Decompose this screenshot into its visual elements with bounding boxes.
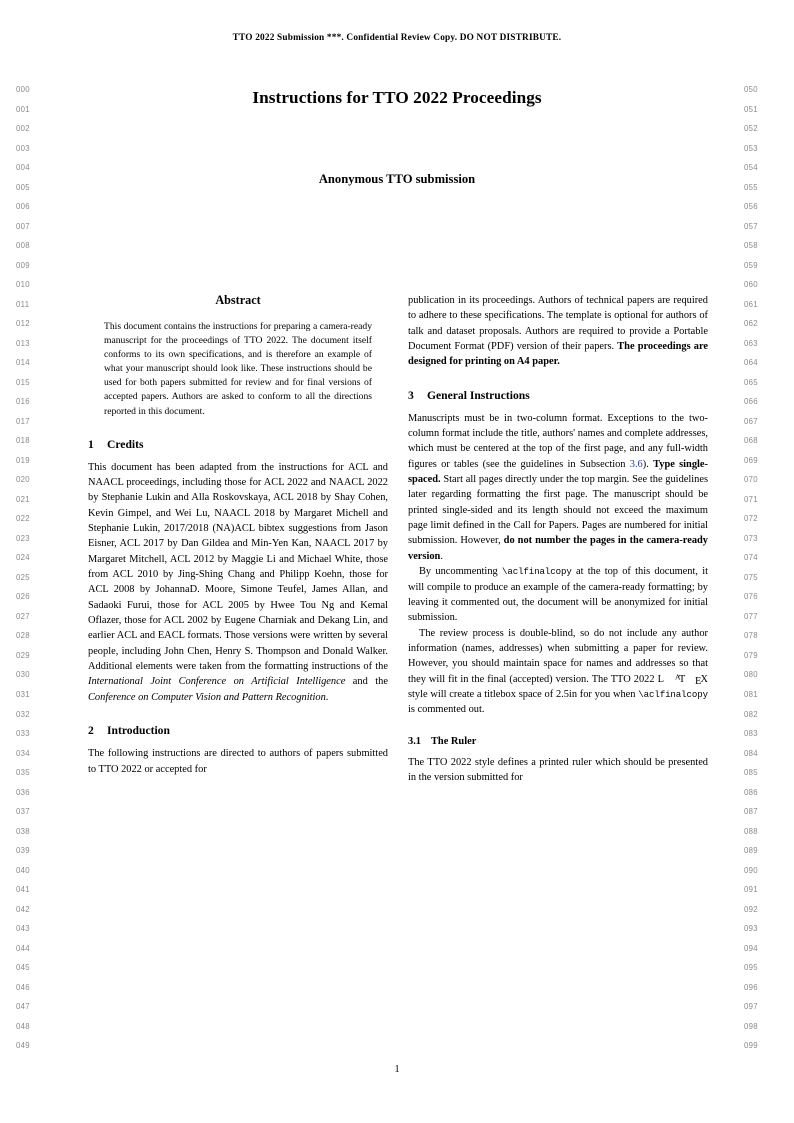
ruler-tick: 000 <box>16 85 30 94</box>
abstract-heading: Abstract <box>215 293 261 307</box>
credits-italic-ijcai: International Joint Conference on Artificial Intelligence <box>88 676 346 688</box>
ruler-tick: 014 <box>16 358 30 368</box>
ruler-tick: 081 <box>744 689 758 699</box>
ruler-tick: 068 <box>744 436 758 446</box>
ruler-tick: 026 <box>16 592 30 602</box>
ruler-tick: 005 <box>16 182 30 192</box>
ruler-tick: 028 <box>16 631 30 641</box>
general-instructions-paragraph-2 <box>408 564 708 625</box>
ruler-tick: 025 <box>16 572 30 582</box>
ruler-tick: 023 <box>16 533 30 543</box>
two-column-body <box>88 293 708 1038</box>
ruler-tick: 087 <box>744 807 758 817</box>
ruler-tick: 017 <box>16 416 30 426</box>
section-title: General Instructions <box>427 388 530 402</box>
ruler-tick: 019 <box>16 455 30 465</box>
introduction-continued-text: publication in its proceedings. Authors of technical papers are required to adhere to these specifications. The template is optional for authors of talk and dataset proposals. Authors are required to provide a Portable Document Format (PDF) version of their papers. <box>408 295 708 353</box>
the-ruler-paragraph: The TTO 2022 style defines a printed ruler which should be presented in the version submitted for <box>408 756 708 783</box>
ruler-tick: 009 <box>16 260 30 270</box>
section-number: 2 <box>88 724 94 738</box>
ruler-tick: 051 <box>744 104 758 114</box>
ruler-tick: 073 <box>744 533 758 543</box>
page-number: 1 <box>394 1064 400 1075</box>
abstract-text: This document contains the instructions for preparing a camera-ready manuscript for the proceedings of TTO 2022. The document itself conforms to its own specifications, and is therefore an example of what your manuscript should look like. These instructions should be used for both papers submitted for review and for final versions of accepted papers. Authors are asked to conform to all the directions reported in this document. <box>104 321 372 417</box>
section-number: 3 <box>408 388 414 402</box>
gi-p2-text-a: By uncommenting <box>419 566 502 578</box>
ruler-tick: 006 <box>16 202 30 212</box>
left-column <box>88 293 388 1038</box>
ruler-tick: 065 <box>744 377 758 387</box>
abstract-block <box>88 293 388 419</box>
ruler-tick: 048 <box>16 1021 30 1031</box>
ruler-tick: 024 <box>16 553 30 563</box>
ruler-tick: 004 <box>16 163 30 173</box>
ruler-tick: 066 <box>744 397 758 407</box>
running-header: TTO 2022 Submission ***. Confidential Review Copy. DO NOT DISTRIBUTE. <box>232 33 562 43</box>
introduction-paragraph-continued <box>408 293 708 370</box>
ruler-tick: 077 <box>744 611 758 621</box>
ruler-tick: 082 <box>744 709 758 719</box>
ruler-tick: 088 <box>744 826 758 836</box>
credits-italic-cvpr: Conference on Computer Vision and Pattern Recognition <box>88 691 326 703</box>
line-number-ruler-right <box>744 85 778 1061</box>
ruler-tick: 061 <box>744 299 758 309</box>
ruler-tick: 086 <box>744 787 758 797</box>
ruler-tick: 046 <box>16 982 30 992</box>
ruler-tick: 032 <box>16 709 30 719</box>
ruler-tick: 058 <box>744 241 758 251</box>
ruler-tick: 085 <box>744 768 758 778</box>
section-title: Credits <box>107 437 144 451</box>
ruler-tick: 070 <box>744 475 758 485</box>
credits-text-mid: and the <box>345 676 388 688</box>
ruler-tick: 069 <box>744 455 758 465</box>
section-number: 1 <box>88 437 94 451</box>
ruler-tick: 047 <box>16 1002 30 1012</box>
subsection-heading-the-ruler <box>408 735 708 748</box>
ruler-tick: 067 <box>744 416 758 426</box>
ruler-tick: 022 <box>16 514 30 524</box>
introduction-bold-a4: The proceedings are designed for printing on A4 paper. <box>408 341 708 368</box>
ruler-tick: 054 <box>744 163 758 173</box>
ruler-tick: 049 <box>16 1041 30 1051</box>
ruler-tick: 012 <box>16 319 30 329</box>
ruler-tick: 099 <box>744 1041 758 1051</box>
ruler-tick: 038 <box>16 826 30 836</box>
ruler-tick: 072 <box>744 514 758 524</box>
gi-p1-text-d: . <box>440 550 443 562</box>
ruler-tick: 007 <box>16 221 30 231</box>
ruler-tick: 094 <box>744 943 758 953</box>
ruler-tick: 027 <box>16 611 30 621</box>
gi-p1-text-a: Manuscripts must be in two-column format. Exceptions to the two-column format include the title, authors' names and complete addresses, which must be centered at the top of the first page, and any full-width figures or tables (see the guidelines in Subsection <box>408 412 708 470</box>
page-title: Instructions for TTO 2022 Proceedings <box>252 88 542 107</box>
section-title: Introduction <box>107 724 170 738</box>
section-heading-introduction <box>88 724 388 738</box>
gi-p3-text-a: The review process is double-blind, so do not include any author information (names, addresses) when submitting a paper for review. However, you should maintain space for names and addresses so that they will fit in the final (accepted) version. The TTO 2022 <box>408 627 708 685</box>
code-aclfinalcopy-1: \aclfinalcopy <box>501 566 572 578</box>
ruler-tick: 040 <box>16 865 30 875</box>
general-instructions-paragraph-3 <box>408 626 708 718</box>
introduction-paragraph-left: The following instructions are directed to authors of papers submitted to TTO 2022 or accepted for <box>88 748 388 775</box>
ruler-tick: 060 <box>744 280 758 290</box>
ruler-tick: 008 <box>16 241 30 251</box>
credits-text-lead: This document has been adapted from the instructions for ACL and NAACL proceedings, including those for ACL 2022 and NAACL 2022 by Stephanie Lukin and Alla Roskovskaya, ACL 2018 by Shay Cohen, Kevin Gimpel, and Wei Lu, NAACL 2018 by Margaret Michell and Stephanie Lukin, 2017/2018 (NA)ACL bibtex suggestions from Jason Eisner, ACL 2017 by Dan Gildea and Min-Yen Kan, NAACL 2017 by Margaret Mitchell, ACL 2012 by Maggie Li and Michael White, those from ACL 2010 by Jing-Shing Chang and Philipp Koehn, those for ACL 2008 by JohannaD. Moore, Simone Teufel, James Allan, and Sadaoki Furui, those for ACL 2005 by Hwee Tou Ng and Kemal Oflazer, those for ACL 2002 by Eugene Charniak and Dekang Lin, and earlier ACL and EACL formats. Those versions were written by several people, including John Chen, Henry S. Thompson and Donald Walker. Additional elements were taken from the formatting instructions of the <box>88 461 388 673</box>
gi-p1-text-c: Start all pages directly under the top margin. See the guidelines later regarding formatting the first page. The manuscript should be printed single-sided and its length should not exceed the maximum page limit defined in the Call for Papers. Pages are numbered for initial submission. However, <box>408 474 708 547</box>
ruler-tick: 050 <box>744 85 758 94</box>
ruler-tick: 043 <box>16 924 30 934</box>
subsection-title: The Ruler <box>431 735 477 747</box>
gi-p1-bold-single-spaced: Type single-spaced. <box>408 458 708 486</box>
ruler-tick: 084 <box>744 748 758 758</box>
ruler-tick: 039 <box>16 846 30 856</box>
ruler-tick: 093 <box>744 924 758 934</box>
ruler-tick: 096 <box>744 982 758 992</box>
ruler-tick: 044 <box>16 943 30 953</box>
ruler-tick: 003 <box>16 143 30 153</box>
ruler-tick: 042 <box>16 904 30 914</box>
ruler-tick: 041 <box>16 885 30 895</box>
line-number-ruler-left <box>16 85 50 1061</box>
ruler-tick: 036 <box>16 787 30 797</box>
ruler-tick: 090 <box>744 865 758 875</box>
ruler-tick: 071 <box>744 494 758 504</box>
ruler-tick: 011 <box>16 299 30 309</box>
gi-p1-bold-no-numbering: do not number the pages in the camera-ready version <box>408 535 708 562</box>
ruler-tick: 074 <box>744 553 758 563</box>
ruler-tick: 018 <box>16 436 30 446</box>
ruler-tick: 075 <box>744 572 758 582</box>
ruler-tick: 037 <box>16 807 30 817</box>
gi-p3-text-c: is commented out. <box>408 704 485 716</box>
section-heading-general-instructions <box>408 389 708 403</box>
ruler-tick: 098 <box>744 1021 758 1031</box>
code-aclfinalcopy-2: \aclfinalcopy <box>638 688 708 700</box>
ruler-tick: 045 <box>16 963 30 973</box>
gi-p2-text-b: at the top of this document, it will compile to produce an example of the camera-ready formatting; by leaving it commented out, the document will be anonymized for initial submission. <box>408 566 708 624</box>
ruler-tick: 016 <box>16 397 30 407</box>
ruler-tick: 031 <box>16 689 30 699</box>
ruler-tick: 033 <box>16 729 30 739</box>
general-instructions-paragraph-1 <box>408 411 708 564</box>
credits-text-tail: . <box>325 691 329 703</box>
ruler-tick: 089 <box>744 846 758 856</box>
ruler-tick: 080 <box>744 670 758 680</box>
ruler-tick: 063 <box>744 338 758 348</box>
ruler-tick: 092 <box>744 904 758 914</box>
gi-p3-text-b: style will create a titlebox space of 2.5in for you when <box>408 688 639 700</box>
ruler-tick: 010 <box>16 280 30 290</box>
ruler-tick: 079 <box>744 650 758 660</box>
ruler-tick: 091 <box>744 885 758 895</box>
credits-paragraph <box>88 460 388 706</box>
section-heading-credits <box>88 438 388 452</box>
ruler-tick: 062 <box>744 319 758 329</box>
ruler-tick: 064 <box>744 358 758 368</box>
ruler-tick: 035 <box>16 768 30 778</box>
ruler-tick: 021 <box>16 494 30 504</box>
ruler-tick: 015 <box>16 377 30 387</box>
ruler-tick: 097 <box>744 1002 758 1012</box>
ruler-tick: 020 <box>16 475 30 485</box>
ruler-tick: 076 <box>744 592 758 602</box>
ruler-tick: 052 <box>744 124 758 134</box>
ruler-tick: 078 <box>744 631 758 641</box>
right-column <box>408 293 708 1038</box>
ruler-tick: 030 <box>16 670 30 680</box>
latex-wordmark: L AT EX <box>657 671 708 687</box>
ruler-tick: 053 <box>744 143 758 153</box>
ruler-tick: 083 <box>744 729 758 739</box>
ruler-tick: 002 <box>16 124 30 134</box>
ruler-tick: 001 <box>16 104 30 114</box>
cross-reference-link-3-6[interactable]: 3.6 <box>629 458 643 470</box>
ruler-tick: 059 <box>744 260 758 270</box>
author-line: Anonymous TTO submission <box>318 172 476 186</box>
ruler-tick: 034 <box>16 748 30 758</box>
gi-p1-text-b: ). <box>642 458 654 470</box>
ruler-tick: 057 <box>744 221 758 231</box>
ruler-tick: 095 <box>744 963 758 973</box>
ruler-tick: 029 <box>16 650 30 660</box>
ruler-tick: 056 <box>744 202 758 212</box>
ruler-tick: 013 <box>16 338 30 348</box>
ruler-tick: 055 <box>744 182 758 192</box>
subsection-number: 3.1 <box>408 735 421 747</box>
